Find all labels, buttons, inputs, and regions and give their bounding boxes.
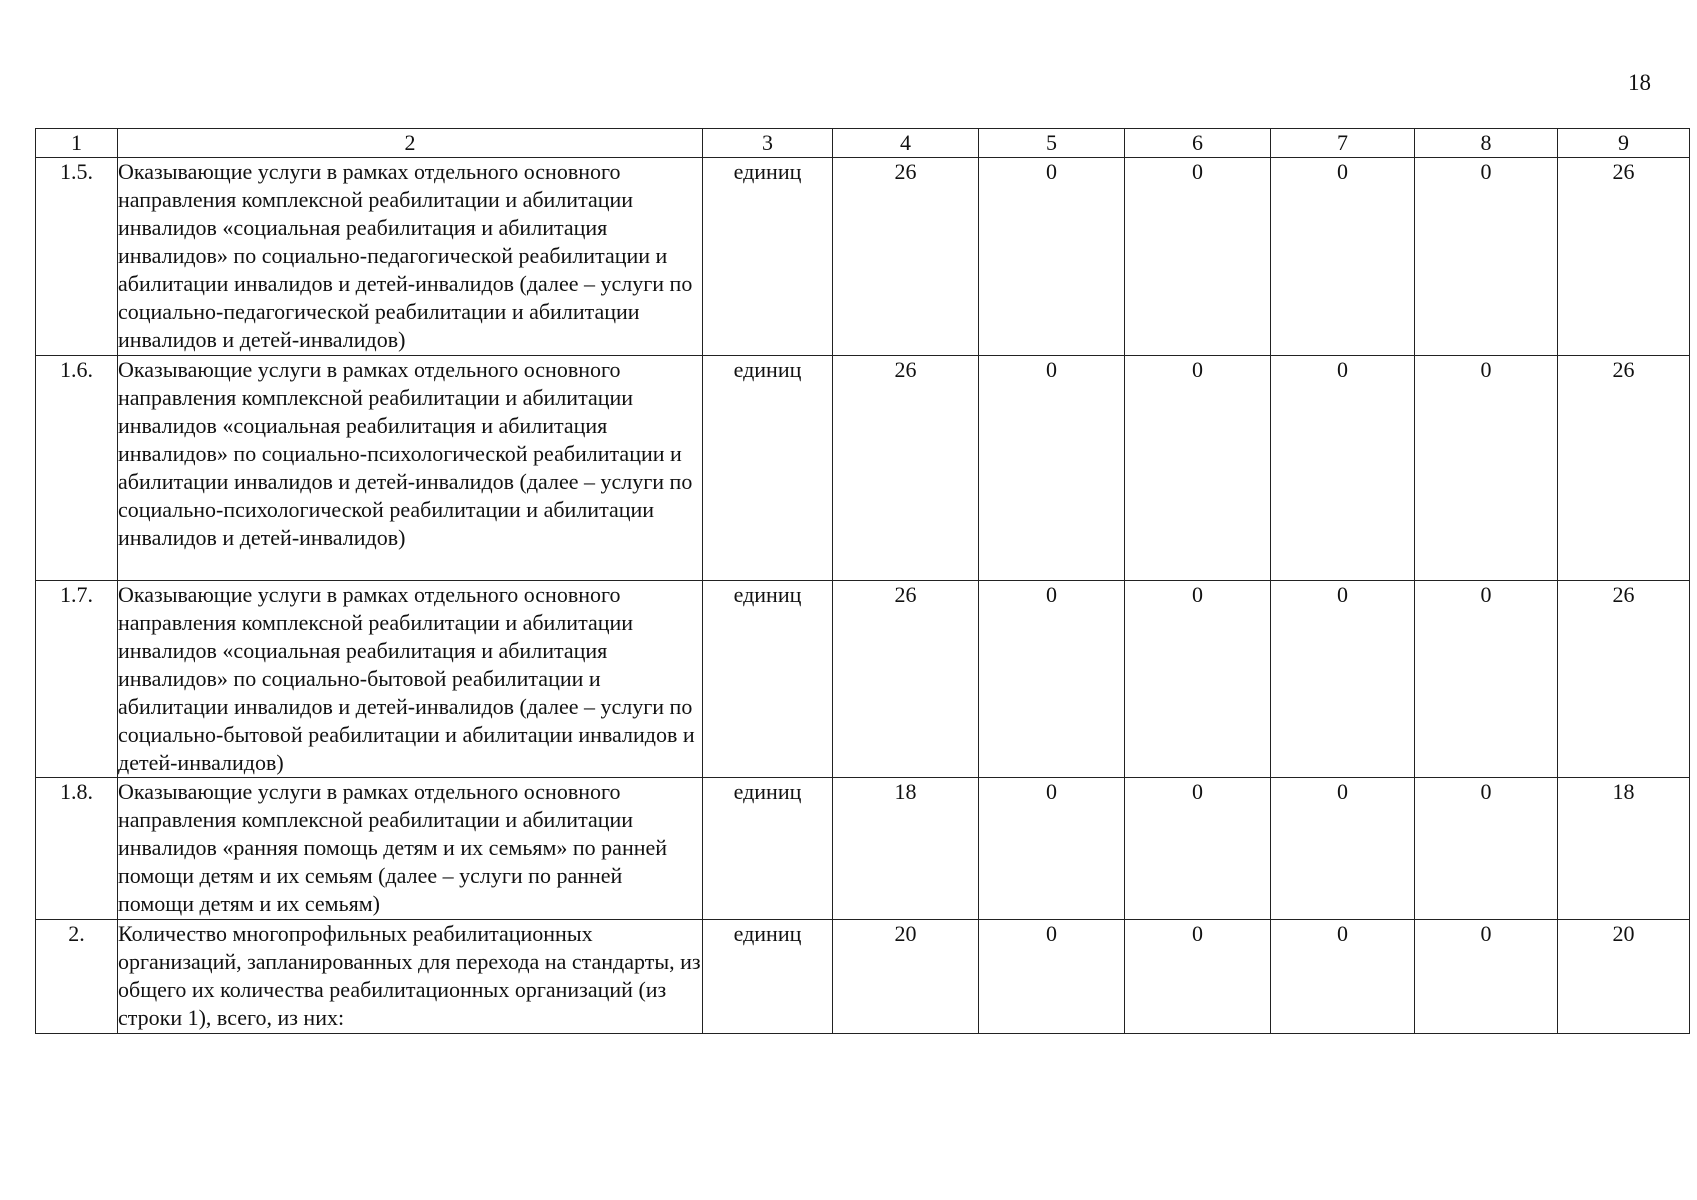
row-value-col-6: 0 — [1125, 581, 1271, 778]
row-value-col-5: 0 — [979, 356, 1125, 581]
table-row — [36, 356, 1690, 581]
row-value-col-6: 0 — [1125, 920, 1271, 1034]
row-unit: единиц — [703, 581, 833, 778]
row-description: Количество многопрофильных реабилитационных организаций, запланированных для перехода на стандарты, из общего их количества реабилитационных организаций (из строки 1), всего, из них: — [118, 920, 703, 1034]
row-number: 1.7. — [36, 581, 118, 778]
row-unit: единиц — [703, 778, 833, 920]
table-row — [36, 158, 1690, 356]
table-row — [36, 920, 1690, 1034]
row-value-col-9: 26 — [1558, 158, 1690, 356]
row-value-col-8: 0 — [1415, 920, 1558, 1034]
row-value-col-4: 26 — [833, 158, 979, 356]
header-col-7: 7 — [1271, 129, 1415, 158]
row-description: Оказывающие услуги в рамках отдельного основного направления комплексной реабилитации и абилитации инвалидов «социальная реабилитация и абилитация инвалидов» по социально-психологической реабилитации и абилитации инвалидов и детей-инвалидов (далее – услуги по социально-психологической реабилитации и абилитации инвалидов и детей-инвалидов) — [118, 356, 703, 581]
row-description: Оказывающие услуги в рамках отдельного основного направления комплексной реабилитации и абилитации инвалидов «социальная реабилитация и абилитация инвалидов» по социально-бытовой реабилитации и абилитации инвалидов и детей-инвалидов (далее – услуги по социально-бытовой реабилитации и абилитации инвалидов и детей-инвалидов) — [118, 581, 703, 778]
row-value-col-5: 0 — [979, 920, 1125, 1034]
row-value-col-7: 0 — [1271, 778, 1415, 920]
row-value-col-8: 0 — [1415, 356, 1558, 581]
table-row — [36, 778, 1690, 920]
row-value-col-7: 0 — [1271, 356, 1415, 581]
row-number: 1.6. — [36, 356, 118, 581]
table-row — [36, 581, 1690, 778]
row-value-col-4: 26 — [833, 581, 979, 778]
row-description: Оказывающие услуги в рамках отдельного основного направления комплексной реабилитации и абилитации инвалидов «социальная реабилитация и абилитация инвалидов» по социально-педагогической реабилитации и абилитации инвалидов и детей-инвалидов (далее – услуги по социально-педагогической реабилитации и абилитации инвалидов и детей-инвалидов) — [118, 158, 703, 356]
row-value-col-4: 18 — [833, 778, 979, 920]
row-value-col-9: 20 — [1558, 920, 1690, 1034]
row-unit: единиц — [703, 920, 833, 1034]
row-value-col-8: 0 — [1415, 158, 1558, 356]
row-value-col-9: 26 — [1558, 356, 1690, 581]
row-number: 2. — [36, 920, 118, 1034]
row-description: Оказывающие услуги в рамках отдельного основного направления комплексной реабилитации и абилитации инвалидов «ранняя помощь детям и их семьям» по ранней помощи детям и их семьям (далее – услуги по ранней помощи детям и их семьям) — [118, 778, 703, 920]
header-col-5: 5 — [979, 129, 1125, 158]
header-col-6: 6 — [1125, 129, 1271, 158]
header-col-3: 3 — [703, 129, 833, 158]
row-value-col-7: 0 — [1271, 920, 1415, 1034]
row-value-col-8: 0 — [1415, 778, 1558, 920]
row-value-col-9: 26 — [1558, 581, 1690, 778]
row-value-col-5: 0 — [979, 581, 1125, 778]
row-value-col-7: 0 — [1271, 158, 1415, 356]
row-unit: единиц — [703, 158, 833, 356]
header-col-4: 4 — [833, 129, 979, 158]
page-number: 18 — [1628, 70, 1651, 95]
row-value-col-4: 20 — [833, 920, 979, 1034]
header-row — [36, 129, 1690, 158]
row-unit: единиц — [703, 356, 833, 581]
data-table — [35, 128, 1690, 1034]
row-value-col-4: 26 — [833, 356, 979, 581]
row-number: 1.8. — [36, 778, 118, 920]
header-col-8: 8 — [1415, 129, 1558, 158]
row-value-col-6: 0 — [1125, 356, 1271, 581]
header-col-9: 9 — [1558, 129, 1690, 158]
row-number: 1.5. — [36, 158, 118, 356]
row-value-col-5: 0 — [979, 158, 1125, 356]
row-value-col-8: 0 — [1415, 581, 1558, 778]
row-value-col-5: 0 — [979, 778, 1125, 920]
row-value-col-7: 0 — [1271, 581, 1415, 778]
header-col-1: 1 — [36, 129, 118, 158]
row-value-col-6: 0 — [1125, 158, 1271, 356]
row-value-col-9: 18 — [1558, 778, 1690, 920]
header-col-2: 2 — [118, 129, 703, 158]
row-value-col-6: 0 — [1125, 778, 1271, 920]
